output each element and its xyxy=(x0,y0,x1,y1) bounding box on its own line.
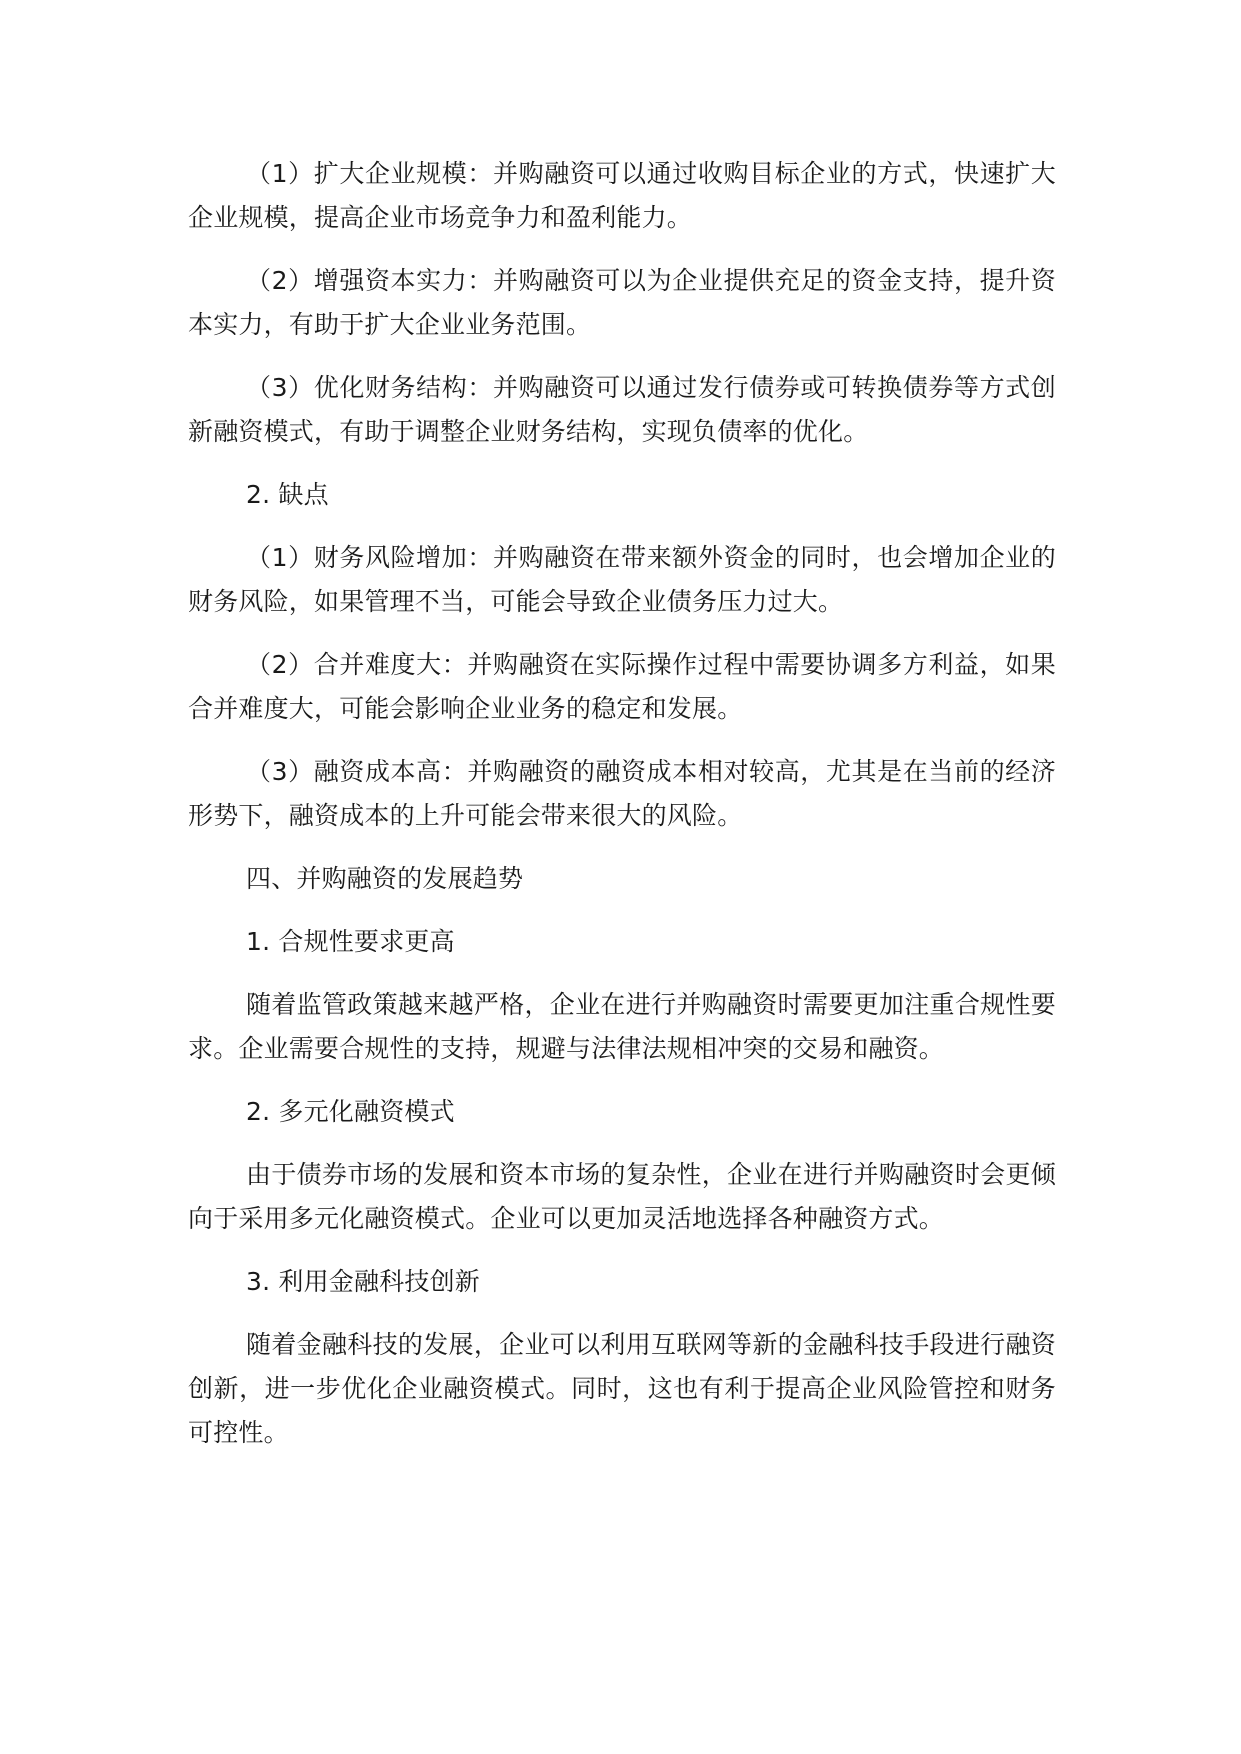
trend-3-paragraph: 随着金融科技的发展，企业可以利用互联网等新的金融科技手段进行融资创新，进一步优化企业融资模式。同时，这也有利于提高企业风险管控和财务可控性。 xyxy=(188,1330,1056,1447)
disadvantages-heading: 2. 缺点 xyxy=(246,480,329,509)
document-body xyxy=(188,152,1056,1474)
trend-2-heading: 2. 多元化融资模式 xyxy=(246,1097,455,1126)
section-4-heading: 四、并购融资的发展趋势 xyxy=(246,864,524,893)
disadvantage-3-paragraph: （3）融资成本高：并购融资的融资成本相对较高，尤其是在当前的经济形势下，融资成本的上升可能会带来很大的风险。 xyxy=(188,757,1056,830)
advantage-2-paragraph: （2）增强资本实力：并购融资可以为企业提供充足的资金支持，提升资本实力，有助于扩大企业业务范围。 xyxy=(188,266,1056,339)
trend-3-heading: 3. 利用金融科技创新 xyxy=(246,1267,481,1296)
disadvantage-2-paragraph: （2）合并难度大：并购融资在实际操作过程中需要协调多方利益，如果合并难度大，可能会影响企业业务的稳定和发展。 xyxy=(188,650,1056,723)
advantage-3-paragraph: （3）优化财务结构：并购融资可以通过发行债券或可转换债券等方式创新融资模式，有助于调整企业财务结构，实现负债率的优化。 xyxy=(188,373,1056,446)
disadvantage-1-paragraph: （1）财务风险增加：并购融资在带来额外资金的同时，也会增加企业的财务风险，如果管理不当，可能会导致企业债务压力过大。 xyxy=(188,543,1056,616)
trend-1-paragraph: 随着监管政策越来越严格，企业在进行并购融资时需要更加注重合规性要求。企业需要合规性的支持，规避与法律法规相冲突的交易和融资。 xyxy=(188,990,1056,1063)
advantage-1-paragraph: （1）扩大企业规模：并购融资可以通过收购目标企业的方式，快速扩大企业规模，提高企业市场竞争力和盈利能力。 xyxy=(188,159,1056,232)
trend-1-heading: 1. 合规性要求更高 xyxy=(246,927,455,956)
trend-2-paragraph: 由于债券市场的发展和资本市场的复杂性，企业在进行并购融资时会更倾向于采用多元化融资模式。企业可以更加灵活地选择各种融资方式。 xyxy=(188,1160,1056,1233)
